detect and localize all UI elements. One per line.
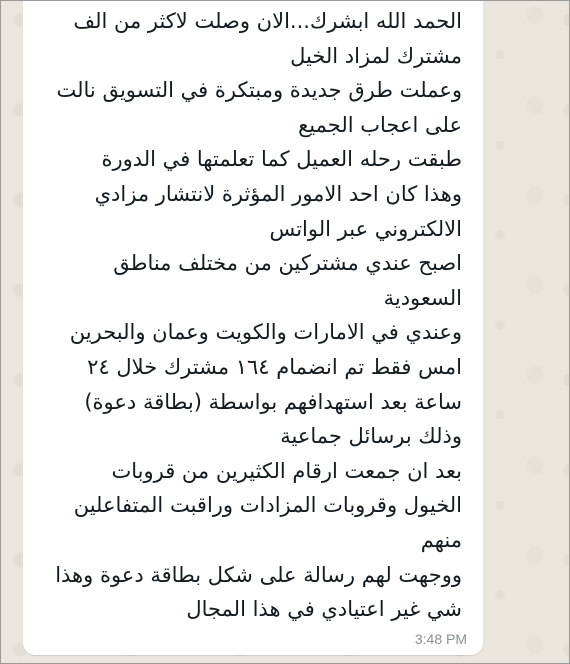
message-line: ووجهت لهم رسالة على شكل بطاقة دعوة وهذا [55,562,462,587]
message-line: وهذا كان احد الامور المؤثرة لانتشار مزادي [94,181,462,206]
message-bubble[interactable] [23,0,483,655]
message-line: على اعجاب الجميع [298,112,462,137]
message-timestamp: 3:48 PM [414,631,467,647]
message-line: السعودية [383,285,462,310]
message-line: وذلك برسائل جماعية [280,424,462,449]
message-line: الخيول وقروبات المزادات وراقبت المتفاعلين [73,493,462,518]
message-line: ساعة بعد استهدافهم بواسطة (بطاقة دعوة) [84,389,462,414]
message-line: طبقت رحله العميل كما تعلمتها في الدورة [101,147,462,172]
message-line: اصبح عندي مشتركين من مختلف مناطق [113,251,462,276]
message-line: مشترك لمزاد الخيل [290,43,462,68]
message-line: الالكتروني عبر الواتس [269,216,462,241]
message-line: الحمد الله ابشرك...الان وصلت لاكثر من الف [73,9,462,33]
message-line: امس فقط تم انضمام ١٦٤ مشترك خلال ٢٤ [87,354,462,379]
message-line: منهم [420,527,462,552]
message-line: وعندي في الامارات والكويت وعمان والبحرين [69,320,462,345]
message-line: وعملت طرق جديدة ومبتكرة في التسويق نالت [56,78,462,103]
message-text [22,4,462,627]
message-line: بعد ان جمعت ارقام الكثيرين من قروبات [111,458,462,483]
message-line: شي غير اعتيادي في هذا المجال [186,597,462,622]
